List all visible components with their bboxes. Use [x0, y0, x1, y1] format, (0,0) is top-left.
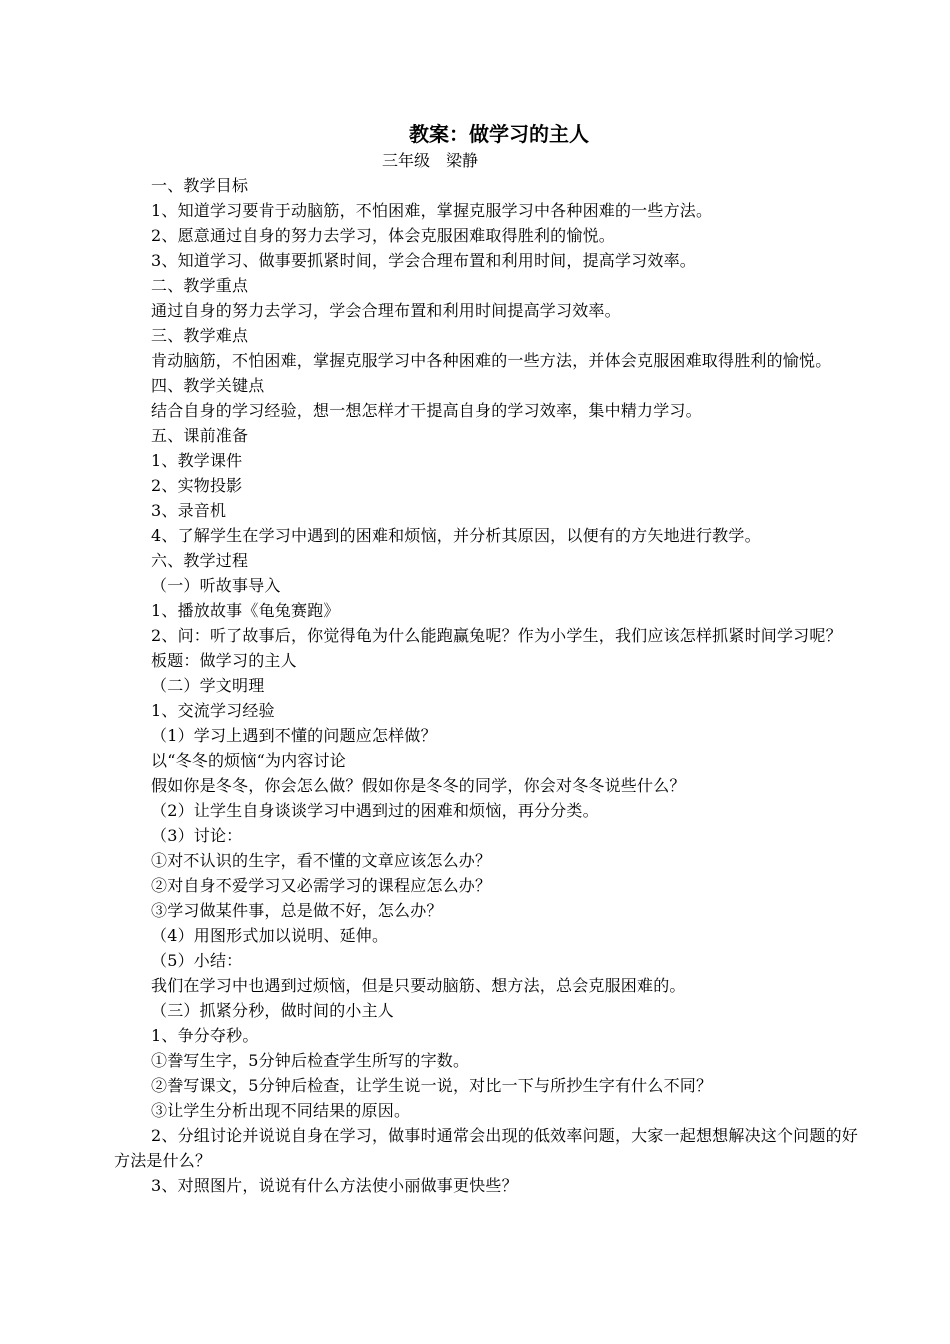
paragraph: 六、教学过程	[151, 551, 249, 570]
paragraph: 五、课前准备	[151, 426, 249, 445]
paragraph: ②对自身不爱学习又必需学习的课程应怎么办？	[151, 876, 492, 895]
paragraph: （5）小结：	[151, 951, 243, 970]
document-body	[114, 173, 864, 1198]
paragraph: 3、对照图片，说说有什么方法使小丽做事更快些？	[151, 1176, 518, 1195]
paragraph: 2、分组讨论并说说自身在学习，做事时通常会出现的低效率问题，大家一起想想解决这个问题的好方法是什么？	[114, 1126, 858, 1170]
paragraph: 3、录音机	[151, 501, 227, 520]
paragraph: 通过自身的努力去学习，学会合理布置和利用时间提高学习效率。	[151, 301, 621, 320]
paragraph: 1、知道学习要肯于动脑筋，不怕困难，掌握克服学习中各种困难的一些方法。	[151, 201, 713, 220]
paragraph: 1、播放故事《龟兔赛跑》	[151, 601, 340, 620]
document-subtitle: 三年级 梁静	[382, 151, 479, 170]
paragraph: （4）用图形式加以说明、延伸。	[151, 926, 389, 945]
paragraph: 3、知道学习、做事要抓紧时间，学会合理布置和利用时间，提高学习效率。	[151, 251, 696, 270]
paragraph: 一、教学目标	[151, 176, 249, 195]
paragraph: （1）学习上遇到不懂的问题应怎样做？	[151, 726, 437, 745]
paragraph: 4、了解学生在学习中遇到的困难和烦恼，并分析其原因，以便有的方矢地进行教学。	[151, 526, 761, 545]
paragraph: 我们在学习中也遇到过烦恼，但是只要动脑筋、想方法，总会克服困难的。	[151, 976, 686, 995]
paragraph: 肯动脑筋，不怕困难，掌握克服学习中各种困难的一些方法，并体会克服困难取得胜利的愉悦。	[151, 351, 832, 370]
paragraph: 1、交流学习经验	[151, 701, 275, 720]
document-page	[114, 118, 864, 1198]
paragraph: ③让学生分析出现不同结果的原因。	[151, 1101, 411, 1120]
paragraph: ③学习做某件事，总是做不好，怎么办？	[151, 901, 443, 920]
paragraph: ①对不认识的生字，看不懂的文章应该怎么办？	[151, 851, 492, 870]
paragraph: （三）抓紧分秒，做时间的小主人	[151, 1001, 395, 1020]
paragraph: 以“冬冬的烦恼“为内容讨论	[151, 751, 346, 770]
paragraph: 2、问：听了故事后，你觉得龟为什么能跑赢兔呢？作为小学生，我们应该怎样抓紧时间学习呢？	[151, 626, 842, 645]
paragraph: 1、教学课件	[151, 451, 243, 470]
paragraph: ②誊写课文，5分钟后检查，让学生说一说，对比一下与所抄生字有什么不同？	[151, 1076, 713, 1095]
paragraph: 结合自身的学习经验，想一想怎样才干提高自身的学习效率，集中精力学习。	[151, 401, 702, 420]
paragraph: 2、愿意通过自身的努力去学习，体会克服困难取得胜利的愉悦。	[151, 226, 615, 245]
paragraph: （一）听故事导入	[151, 576, 281, 595]
paragraph: 二、教学重点	[151, 276, 249, 295]
paragraph: 四、教学关键点	[151, 376, 265, 395]
paragraph: 2、实物投影	[151, 476, 243, 495]
paragraph: 板题：做学习的主人	[151, 651, 297, 670]
paragraph: 假如你是冬冬，你会怎么做？假如你是冬冬的同学，你会对冬冬说些什么？	[151, 776, 686, 795]
document-title: 教案：做学习的主人	[409, 122, 589, 146]
paragraph: 1、争分夺秒。	[151, 1026, 259, 1045]
paragraph: （2）让学生自身谈谈学习中遇到过的困难和烦恼，再分分类。	[151, 801, 599, 820]
paragraph: 三、教学难点	[151, 326, 249, 345]
paragraph: （3）讨论：	[151, 826, 243, 845]
paragraph: （二）学文明理	[151, 676, 265, 695]
paragraph: ①誊写生字，5分钟后检查学生所写的字数。	[151, 1051, 470, 1070]
